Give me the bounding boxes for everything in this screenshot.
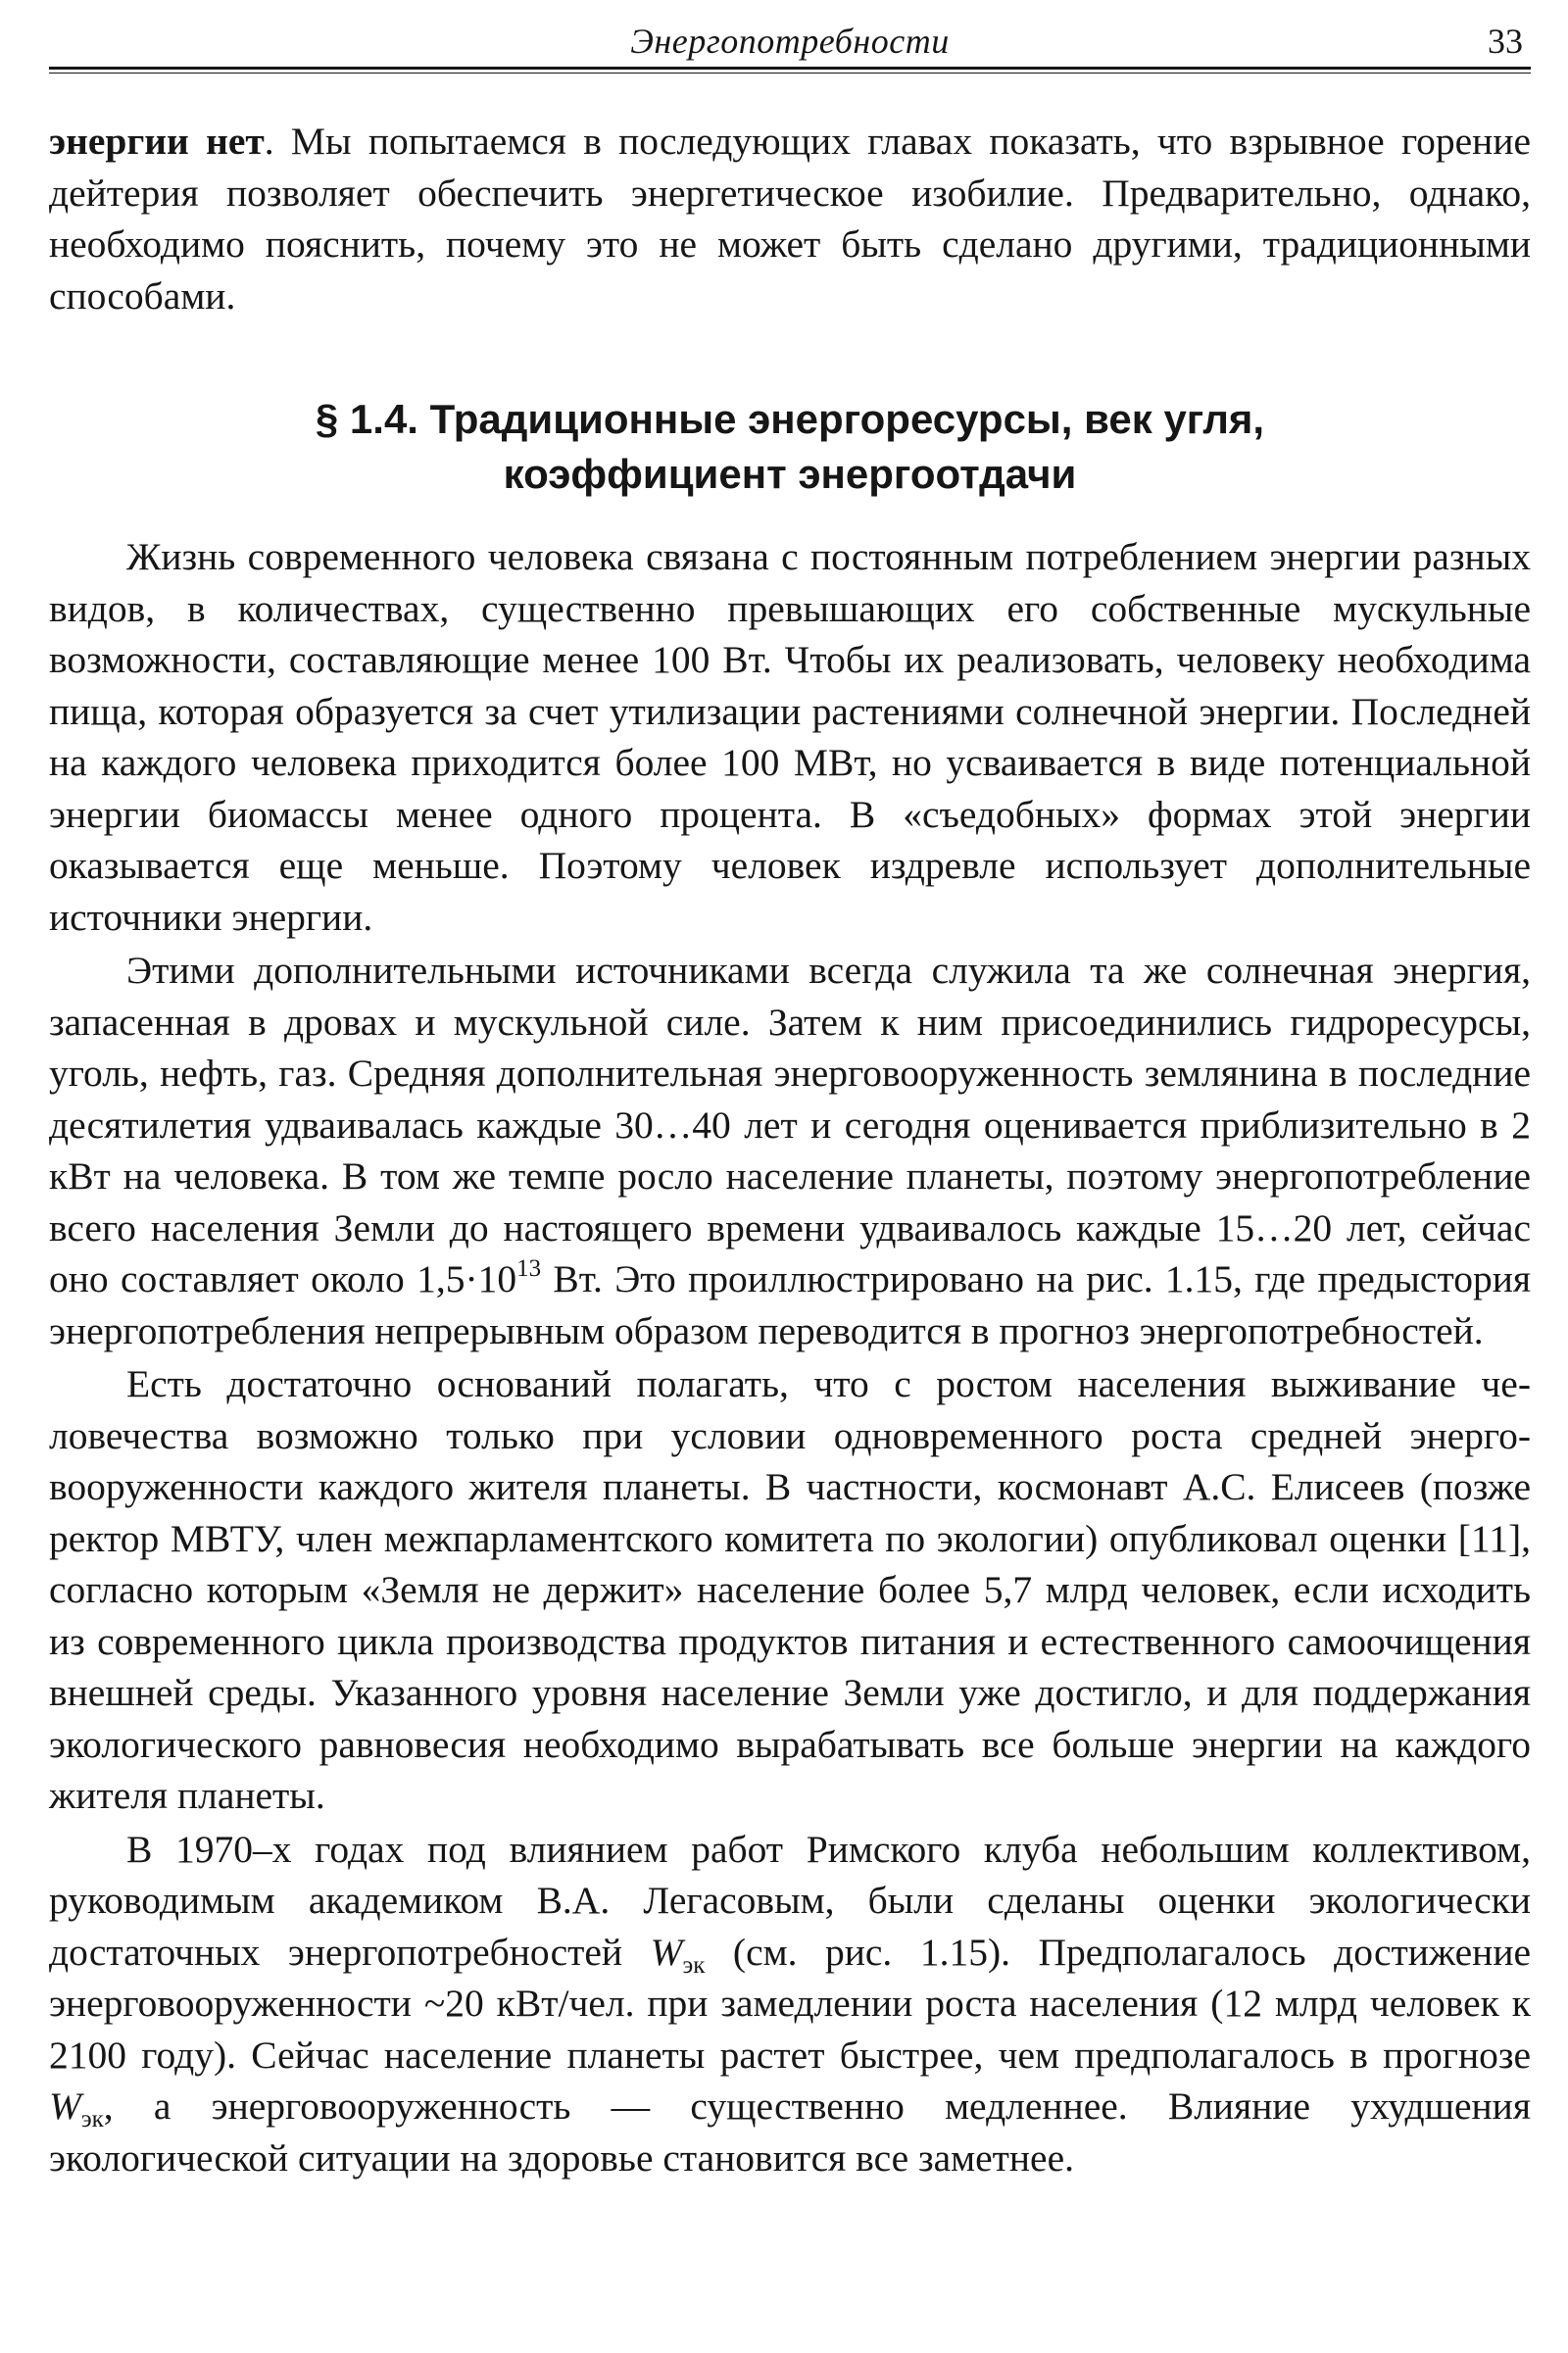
intro-paragraph xyxy=(49,116,1531,321)
running-head xyxy=(49,0,1531,67)
body-text xyxy=(49,116,1531,2183)
header-rule-thick xyxy=(49,67,1531,70)
paragraph-4-text-a: В 1970–х годах под влиянием работ Римского клуба небольшим коллективом, руководимым академиком В.А. Легасовым, были сделаны оценки экологически достаточных энергопотребностей xyxy=(49,1827,1531,1974)
paragraph-1: Жизнь современного человека связана с постоянным потреблением энергии разных видов, в количествах, существенно превышающих его собственные мускульные возможности, составляющие менее 100 Вт. Чтобы их реализовать, человеку необходима пища, которая образуется за счет утилизации растениями солнечной энергии. Последней на каждого человека приходится более 100 МВт, но усваивается в виде потенциальной энергии биомассы менее одного процента. В «съедобных» формах этой энергии оказывается еще меньше. Поэтому человек издревле использует дополнительные источники энергии. xyxy=(49,535,1531,939)
section-heading-line2: коэффициент энергоотдачи xyxy=(503,451,1077,497)
paragraph-2-text-a: Этими дополнительными источниками всегда служила та же солнечная энергия, запасенная в дровах и мускульной силе. Затем к ним присоединились гидроресурсы, уголь, нефть, газ. Средняя дополнительная энерговооруженность землянина в последние десятилетия удваивалась каждые 30…40 лет и сегодня оценивается приблизительно в 2 кВт на человека. В том же темпе росло население планеты, поэтому энергопотребление всего населения Земли до настоящего времени удваивалось каждые 15…20 лет, сейчас оно составляет около xyxy=(49,949,1531,1300)
power-exponent: 13 xyxy=(516,1255,542,1282)
paragraph-3: Есть достаточно оснований полагать, что с ростом населения выживание человечества возможно только при условии одновременного роста средней энерговооруженности каждого жителя планеты. В частности, космонавт А.С. Елисеев (позже ректор МВТУ, член межпарламентского комитета по экологии) опубликовал оценки [11], согласно которым «Земля не держит» население более 5,7 млрд человек, если исходить из современного цикла производства продуктов питания и естественного самоочищения внешней среды. Указанного уровня население Земли уже достигло, и для поддержания экологического равновесия необходимо вырабатывать все больше энергии на каждого жителя планеты. xyxy=(49,1362,1531,1817)
running-title: Энергопотребности xyxy=(630,22,950,61)
section-heading-line1: § 1.4. Традиционные энергоресурсы, век угля, xyxy=(315,396,1265,442)
w-ek-subscript-2: эк xyxy=(80,2106,104,2132)
paragraph-4-text-b: (см. рис. 1.15). Предполагалось достижение энерговооруженности ~20 кВт/чел. при замедлении роста населения (12 млрд человек к 2100 году). Сейчас население планеты растет быстрее, чем предполагалось в прогнозе xyxy=(49,1930,1531,2077)
paragraph-2-text-b: Вт. Это проиллюстрировано на рис. 1.15, где предыстория энергопотребления непрерывным образом переводится в прогноз энергопотребностей. xyxy=(49,1257,1532,1352)
book-page xyxy=(49,0,1531,2353)
paragraph-2 xyxy=(49,945,1531,1356)
paragraph-4 xyxy=(49,1824,1531,2184)
section-heading xyxy=(49,392,1531,502)
power-value: 1,5·10 xyxy=(416,1257,517,1300)
intro-text: . Мы попытаемся в последующих главах показать, что взрывное горение дейтерия позволяет обеспечить энергетическое изобилие. Предварительно, однако, необходимо пояснить, почему это не может быть сделано другими, традиционными способами. xyxy=(49,120,1531,318)
w-ek-symbol-2: W xyxy=(49,2084,81,2128)
page-number: 33 xyxy=(1488,22,1523,61)
header-rule-thin xyxy=(49,73,1531,74)
w-ek-subscript-1: эк xyxy=(682,1951,706,1979)
intro-bold-lead: энергии нет xyxy=(49,120,265,163)
w-ek-symbol-1: W xyxy=(650,1930,683,1974)
paragraph-4-text-c: , а энерговооруженность — существенно медленнее. Влияние ухудшения экологической ситуации на здоровье становится все заметнее. xyxy=(49,2084,1531,2180)
